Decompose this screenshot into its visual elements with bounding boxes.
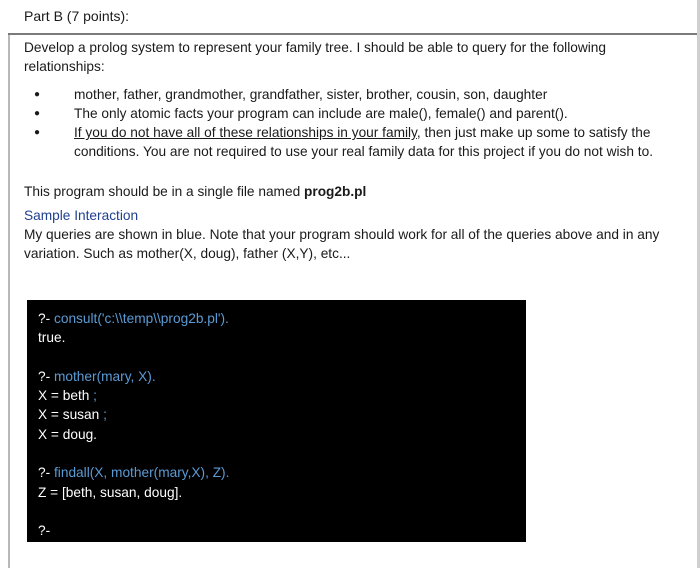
program-filename: prog2b.pl bbox=[304, 184, 367, 199]
terminal-result: X = doug. bbox=[38, 426, 97, 442]
terminal-query-consult: ?- consult('c:\\temp\\prog2b.pl'). bbox=[38, 311, 229, 326]
terminal-result: X = susan ; bbox=[38, 407, 107, 423]
underlined-phrase: If you do not have all of these relationships in your family bbox=[74, 125, 417, 140]
sample-description: My queries are shown in blue. Note that your program should work for all of the queries above and in any variation. Such as mother(X, doug), father (X,Y), etc... bbox=[24, 227, 660, 261]
top-divider bbox=[8, 33, 697, 35]
terminal-gap bbox=[38, 444, 526, 463]
terminal-query-mother: ?- mother(mary, X). bbox=[38, 368, 156, 384]
terminal-result: X = beth ; bbox=[38, 388, 97, 404]
terminal-gap bbox=[38, 502, 526, 521]
left-border bbox=[8, 35, 10, 568]
list-item-make-up: ● If you do not have all of these relationships in your family, then just make up some to satisfy the conditions. You are not required to use your real family data for this project if you do not wish to. bbox=[24, 123, 690, 161]
terminal-prompt[interactable]: ?- bbox=[38, 523, 51, 539]
prolog-terminal bbox=[27, 300, 526, 542]
terminal-result: Z = [beth, susan, doug]. bbox=[38, 484, 183, 500]
sample-heading: Sample Interaction bbox=[24, 208, 139, 223]
part-title: Part B (7 points): bbox=[24, 8, 130, 24]
requirements-list bbox=[24, 85, 690, 161]
intro-paragraph: Develop a prolog system to represent your family tree. I should be able to query for the following relationships: bbox=[24, 40, 607, 74]
list-item-relationships: ● mother, father, grandmother, grandfather, sister, brother, cousin, son, daughter bbox=[24, 85, 690, 104]
list-item-atomic-facts: ● The only atomic facts your program can include are male(), female() and parent(). bbox=[24, 104, 690, 123]
terminal-result: true. bbox=[38, 330, 66, 346]
terminal-query-findall: ?- findall(X, mother(mary,X), Z). bbox=[38, 465, 230, 481]
terminal-gap bbox=[38, 348, 526, 367]
program-file-line: This program should be in a single file named prog2b.pl bbox=[24, 184, 367, 199]
assignment-body bbox=[24, 38, 690, 263]
